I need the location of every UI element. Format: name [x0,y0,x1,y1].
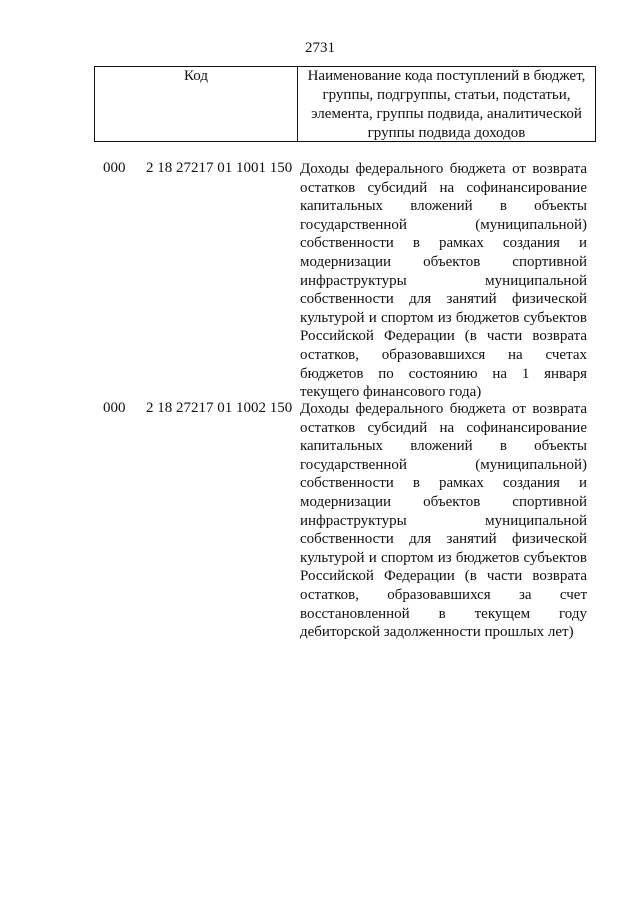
table-header [94,66,596,142]
description-line: Доходы федерального бюджета от возврата [300,161,587,177]
description-line: собственности для занятий физической [300,291,587,308]
description-line: модернизации объектов спортивной [300,493,587,510]
header-code-label: Код [95,67,298,141]
header-name-line: группы, подгруппы, статьи, подстатьи, [322,87,571,103]
description-line: Российской Федерации (в части возврата [300,328,587,345]
admin-code: 000 [103,160,126,176]
description-line: государственной (муниципальной) [300,216,587,233]
description-line: инфраструктуры муниципальной [300,272,587,289]
description-line: модернизации объектов спортивной [300,253,587,270]
description-line: собственности в рамках создания и [300,475,587,492]
description-line: культурой и спортом из бюджетов субъектов [300,309,587,326]
revenue-code: 2 18 27217 01 1001 150 [146,160,293,176]
revenue-description [300,160,587,402]
description-line: собственности в рамках создания и [300,235,587,252]
header-name-label [298,67,595,141]
description-line: культурой и спортом из бюджетов субъектов [300,549,587,566]
description-line: Доходы федерального бюджета от возврата [300,401,587,417]
description-line: собственности для занятий физической [300,531,587,548]
description-line: бюджетов по состоянию на 1 января [300,365,587,382]
header-name-line: группы подвида доходов [367,125,526,141]
description-line: Российской Федерации (в части возврата [300,568,587,585]
description-line: дебиторской задолженности прошлых лет) [300,624,574,641]
revenue-description [300,400,587,642]
description-line: восстановленной в текущем году [300,605,587,622]
description-line: государственной (муниципальной) [300,456,587,473]
header-name-line: Наименование кода поступлений в бюджет, [307,68,586,84]
revenue-code: 2 18 27217 01 1002 150 [146,400,293,416]
description-line: остатков субсидий на софинансирование [300,419,587,436]
description-line: инфраструктуры муниципальной [300,512,587,529]
page-number: 2731 [305,40,335,56]
admin-code: 000 [103,400,126,416]
description-line: текущего финансового года) [300,384,482,401]
description-line: капитальных вложений в объекты [300,198,587,215]
description-line: остатков, образовавшихся на счетах [300,346,587,363]
description-line: остатков, образовавшихся за счет [300,586,587,603]
description-line: остатков субсидий на софинансирование [300,179,587,196]
header-name-line: элемента, группы подвида, аналитической [311,106,582,122]
description-line: капитальных вложений в объекты [300,438,587,455]
